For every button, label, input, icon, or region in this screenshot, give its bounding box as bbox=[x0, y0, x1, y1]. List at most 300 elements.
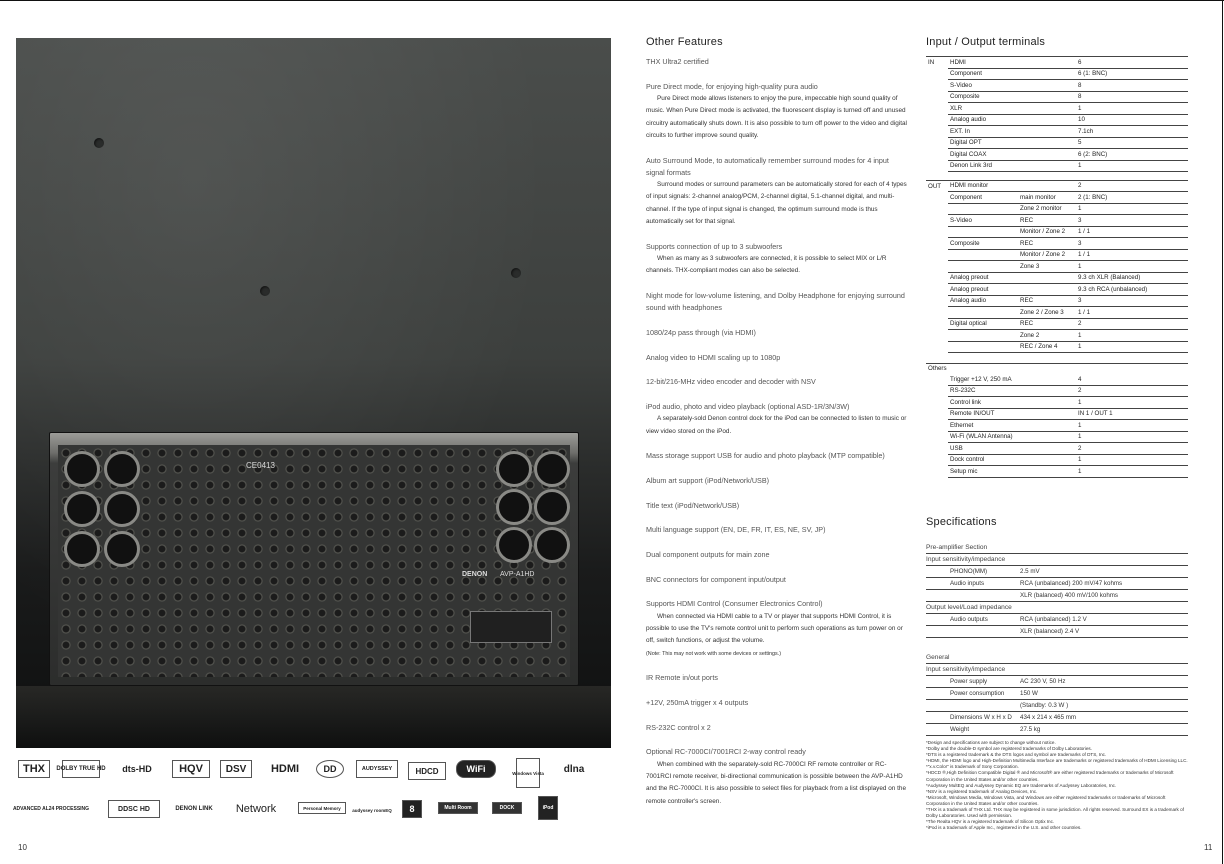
io-count: 1 / 1 bbox=[1076, 307, 1188, 319]
spec-row bbox=[926, 700, 1188, 712]
io-row bbox=[926, 330, 1188, 342]
feature-note: (Note: This may not work with some devices or settings.) bbox=[646, 650, 782, 657]
feature-item bbox=[646, 697, 908, 709]
brand-label: DENON bbox=[462, 571, 488, 578]
spec-indent bbox=[926, 626, 950, 637]
feature-item bbox=[646, 722, 908, 734]
feature-item bbox=[646, 450, 908, 462]
personal-memory-logo: Personal Memory bbox=[298, 802, 346, 814]
spec-indent bbox=[926, 688, 950, 699]
spec-value: RCA (unbalanced) 200 mV/47 kohms bbox=[1020, 580, 1123, 587]
io-group-label: IN bbox=[926, 57, 948, 69]
io-group-label bbox=[926, 215, 948, 227]
network-logo: Network bbox=[235, 803, 277, 815]
io-sub: Monitor / Zone 2 bbox=[1018, 249, 1076, 261]
io-row bbox=[926, 420, 1188, 432]
io-group-label bbox=[926, 149, 948, 161]
io-row bbox=[926, 341, 1188, 353]
io-group-label bbox=[926, 238, 948, 250]
spec-indent bbox=[926, 578, 950, 589]
feature-item bbox=[646, 56, 908, 68]
product-photo bbox=[16, 38, 611, 748]
feature-item bbox=[646, 376, 908, 388]
spec-row bbox=[926, 590, 1188, 602]
io-terminal bbox=[948, 203, 1018, 215]
io-group-label bbox=[926, 420, 948, 432]
feature-title: Multi language support (EN, DE, FR, IT, ES, NE, SV, JP) bbox=[646, 525, 826, 535]
surface-reflection bbox=[16, 686, 611, 748]
io-row bbox=[926, 91, 1188, 103]
feature-body: When connected via HDMI cable to a TV or player that supports HDMI Control, it is possible to use the TV's remote control unit to perform such operations as turn power on or off, switch functions, or adjust the volume. bbox=[646, 612, 903, 645]
footnote-line: *THX is a trademark of THX Ltd. THX may be registered in some jurisdiction. All rights reserved. Surround EX is a trademark of Dolby Laboratories. Used with permission. bbox=[926, 807, 1184, 819]
xlr-connector bbox=[64, 451, 100, 487]
feature-title: IR Remote in/out ports bbox=[646, 673, 718, 683]
io-row bbox=[926, 226, 1188, 238]
io-terminal bbox=[948, 341, 1018, 353]
io-terminal: S-Video bbox=[948, 215, 1018, 227]
io-sub bbox=[1018, 272, 1076, 284]
io-count: 1 bbox=[1076, 103, 1188, 115]
io-terminal: Dock control bbox=[948, 454, 1076, 466]
feature-title: Title text (iPod/Network/USB) bbox=[646, 500, 740, 510]
io-row bbox=[926, 261, 1188, 273]
io-sub bbox=[1018, 80, 1076, 92]
io-sub bbox=[1018, 160, 1076, 172]
spec-label bbox=[950, 626, 1020, 637]
io-row bbox=[926, 454, 1188, 466]
io-group-label bbox=[926, 330, 948, 342]
ddsc-hd-logo: DDSC HD bbox=[108, 800, 160, 818]
io-row bbox=[926, 57, 1188, 69]
feature-title: Auto Surround Mode, to automatically remember surround modes for 4 input signal formats bbox=[646, 155, 889, 177]
io-terminal: Analog audio bbox=[948, 295, 1018, 307]
xlr-connector bbox=[496, 451, 532, 487]
io-terminal: Control link bbox=[948, 397, 1076, 409]
spec-row bbox=[926, 626, 1188, 638]
io-sub: Monitor / Zone 2 bbox=[1018, 226, 1076, 238]
io-count: 1 / 1 bbox=[1076, 249, 1188, 261]
io-row bbox=[926, 397, 1188, 409]
spec-label: Audio inputs bbox=[950, 580, 985, 587]
spec-value: XLR (balanced) 2.4 V bbox=[1020, 628, 1080, 635]
ce-mark: CE0413 bbox=[246, 461, 275, 470]
io-sub: REC bbox=[1018, 238, 1076, 250]
io-row bbox=[926, 363, 1188, 374]
xlr-connector bbox=[64, 531, 100, 567]
io-terminal: Composite bbox=[948, 238, 1018, 250]
io-count: 1 bbox=[1076, 203, 1188, 215]
io-terminal: EXT. In bbox=[948, 126, 1018, 138]
io-count: 1 bbox=[1076, 466, 1188, 478]
io-count: 1 bbox=[1076, 261, 1188, 273]
io-group-label bbox=[926, 203, 948, 215]
io-count: 8 bbox=[1076, 80, 1188, 92]
spec-label bbox=[950, 700, 1020, 711]
footnote-line: *HDMI, the HDMI logo and High-Definition Multimedia Interface are trademarks or registered trademarks of HDMI Licensing LLC. bbox=[926, 758, 1188, 764]
io-count: 6 bbox=[1076, 57, 1188, 69]
spec-heading: Input sensitivity/impedance bbox=[926, 554, 1188, 566]
io-count: 1 bbox=[1076, 397, 1188, 409]
feature-item bbox=[646, 574, 908, 586]
io-terminal bbox=[948, 307, 1018, 319]
io-group-label bbox=[926, 160, 948, 172]
io-terminal: Digital OPT bbox=[948, 137, 1018, 149]
nsv-logo: DSV bbox=[220, 760, 252, 778]
io-group-label bbox=[926, 103, 948, 115]
io-sub: REC bbox=[1018, 318, 1076, 330]
xlr-connector bbox=[534, 451, 570, 487]
spec-indent bbox=[926, 590, 950, 601]
feature-item bbox=[646, 598, 908, 659]
io-terminal: S-Video bbox=[948, 80, 1018, 92]
multi-room-logo: Multi Room bbox=[438, 802, 478, 814]
spec-value: RCA (unbalanced) 1.2 V bbox=[1020, 616, 1087, 623]
feature-title: Pure Direct mode, for enjoying high-quality pura audio bbox=[646, 81, 818, 91]
certification-logos bbox=[12, 758, 611, 824]
wall-tie-hole bbox=[94, 138, 104, 148]
io-group-label bbox=[926, 114, 948, 126]
io-table bbox=[926, 56, 1188, 478]
io-count: 1 bbox=[1076, 420, 1188, 432]
spec-label: Power consumption bbox=[950, 690, 1005, 697]
io-group-label bbox=[926, 443, 948, 455]
io-group-label bbox=[926, 341, 948, 353]
io-group-label bbox=[926, 261, 948, 273]
spec-row bbox=[926, 614, 1188, 626]
feature-title: 12-bit/216-MHz video encoder and decoder with NSV bbox=[646, 377, 816, 387]
io-terminal: Trigger +12 V, 250 mA bbox=[948, 374, 1076, 385]
io-terminal bbox=[948, 249, 1018, 261]
hdmi-logo: HDMI bbox=[270, 763, 300, 775]
io-row bbox=[926, 192, 1188, 204]
io-sub bbox=[1018, 149, 1076, 161]
spec-label: Dimensions W x H x D bbox=[950, 714, 1012, 721]
io-count: 3 bbox=[1076, 215, 1188, 227]
section-title: Input / Output terminals bbox=[926, 36, 1046, 48]
spec-label bbox=[950, 590, 1020, 601]
footnote-line: *Microsoft, Windows Media, Windows Vista, and Windows are either registered trademarks or trademarks of Microsoft Corporation in the United States and/or other countries. bbox=[926, 794, 1166, 806]
io-group-label bbox=[926, 385, 948, 397]
feature-item bbox=[646, 155, 908, 229]
io-row bbox=[926, 160, 1188, 172]
io-count: 2 bbox=[1076, 443, 1188, 455]
model-label: AVP-A1HD bbox=[500, 571, 535, 578]
spec-heading: Output level/Load impedance bbox=[926, 602, 1188, 614]
io-row bbox=[926, 431, 1188, 443]
io-count: 1 bbox=[1076, 431, 1188, 443]
xlr-connector bbox=[64, 491, 100, 527]
feature-item bbox=[646, 475, 908, 487]
io-count: 1 bbox=[1076, 330, 1188, 342]
dock-logo: DOCK bbox=[492, 802, 522, 814]
feature-body: A separately-sold Denon control dock for the iPod can be connected to listen to music or view video stored on the iPod. bbox=[646, 415, 907, 435]
io-count: 9.3 ch RCA (unbalanced) bbox=[1076, 284, 1188, 296]
feature-title: Album art support (iPod/Network/USB) bbox=[646, 476, 770, 486]
io-sub bbox=[1018, 126, 1076, 138]
io-count: IN 1 / OUT 1 bbox=[1076, 408, 1188, 420]
io-terminal: Analog preout bbox=[948, 272, 1018, 284]
io-row bbox=[926, 466, 1188, 478]
feature-title: +12V, 250mA trigger x 4 outputs bbox=[646, 698, 749, 708]
spec-indent bbox=[926, 724, 950, 735]
feature-title: Supports connection of up to 3 subwoofers bbox=[646, 241, 783, 251]
feature-item bbox=[646, 81, 908, 142]
section-title: Other Features bbox=[646, 36, 723, 48]
spec-value: AC 230 V, 50 Hz bbox=[1020, 678, 1066, 685]
feature-title: BNC connectors for component input/output bbox=[646, 574, 786, 584]
io-terminal: Denon Link 3rd bbox=[948, 160, 1018, 172]
feature-body: Surround modes or surround parameters can be automatically stored for each of 4 types of input signals: 2-channel analog/PCM, 2-channel digital, 5.1-channel digital, and multi-channel. If the type of input signal is changed, the optimum surround mode is thus automatically set for that signal. bbox=[646, 181, 907, 226]
io-terminal: Component bbox=[948, 192, 1018, 204]
io-row bbox=[926, 215, 1188, 227]
io-group-label bbox=[926, 126, 948, 138]
io-sub: REC / Zone 4 bbox=[1018, 341, 1076, 353]
feature-item bbox=[646, 290, 908, 315]
xlr-connector bbox=[496, 489, 532, 525]
io-row bbox=[926, 103, 1188, 115]
spec-value: XLR (balanced) 400 mV/100 kohms bbox=[1020, 592, 1119, 599]
xlr-connector bbox=[104, 531, 140, 567]
xlr-connector bbox=[104, 491, 140, 527]
spacer-cell bbox=[926, 353, 948, 364]
io-terminal: Analog preout bbox=[948, 284, 1018, 296]
io-count: 7.1ch bbox=[1076, 126, 1188, 138]
io-group-label bbox=[926, 80, 948, 92]
io-group-label bbox=[926, 408, 948, 420]
footnote-line: *HDCD ®,High Definition Compatible Digital ® and Microsoft® are either registered trademarks or trademarks of Microsoft Corporation in the United States and/or other countries. bbox=[926, 770, 1174, 782]
io-terminal: Wi-Fi (WLAN Antenna) bbox=[948, 431, 1076, 443]
other-features-section bbox=[646, 36, 908, 820]
io-row bbox=[926, 408, 1188, 420]
io-group-label: OUT bbox=[926, 180, 948, 192]
io-count: 4 bbox=[1076, 374, 1188, 385]
feature-item bbox=[646, 549, 908, 561]
feature-item bbox=[646, 524, 908, 536]
io-count: 5 bbox=[1076, 137, 1188, 149]
footnote-line: *The Realta HQV is a registered trademark of Silicon Optix Inc. bbox=[926, 819, 1055, 825]
io-count: 1 bbox=[1076, 341, 1188, 353]
spec-row bbox=[926, 712, 1188, 724]
spec-heading: Pre-amplifier Section bbox=[926, 542, 1188, 554]
io-count: 6 (1: BNC) bbox=[1076, 68, 1188, 80]
io-sub: Zone 2 bbox=[1018, 330, 1076, 342]
io-sub bbox=[1018, 114, 1076, 126]
io-row bbox=[926, 114, 1188, 126]
io-count: 3 bbox=[1076, 238, 1188, 250]
io-terminal: RS-232C bbox=[948, 385, 1076, 397]
footnote-line: *iPod is a trademark of Apple Inc., registered in the U.S. and other countries. bbox=[926, 825, 1082, 831]
io-sub bbox=[1018, 137, 1076, 149]
io-group-label bbox=[926, 91, 948, 103]
top-border bbox=[0, 0, 1224, 1]
dlna-logo: dlna bbox=[563, 763, 585, 775]
io-group-label bbox=[926, 454, 948, 466]
io-group-label bbox=[926, 431, 948, 443]
io-count: 1 bbox=[1076, 454, 1188, 466]
feature-title: Analog video to HDMI scaling up to 1080p bbox=[646, 352, 781, 362]
spec-indent bbox=[926, 700, 950, 711]
io-row bbox=[926, 318, 1188, 330]
io-sub bbox=[1018, 180, 1076, 192]
io-row bbox=[926, 137, 1188, 149]
io-terminal bbox=[948, 226, 1018, 238]
footnote-line: *"x.v.Color" is trademark of Sony Corporation. bbox=[926, 764, 1019, 770]
io-group-label bbox=[926, 68, 948, 80]
spec-value: 2.5 mV bbox=[1020, 568, 1040, 575]
spec-value: (Standby: 0.3 W ) bbox=[1020, 702, 1069, 709]
feature-body: Pure Direct mode allows listeners to enjoy the pure, impeccable high sound quality of music. When Pure Direct mode is activated, the fluorescent display is turned off and unused circuitry automatically shuts down. It is also possible to turn off power to the video and digital circuits to further improve sound quality. bbox=[646, 94, 907, 139]
feature-title: Supports HDMI Control (Consumer Electronics Control) bbox=[646, 599, 823, 609]
io-count: 2 bbox=[1076, 385, 1188, 397]
io-group-label bbox=[926, 249, 948, 261]
footnote-line: *Audyssey MultEQ and Audyssey Dynamic EQ are trademarks of Audyssey Laboratories, Inc. bbox=[926, 782, 1117, 788]
io-terminal bbox=[948, 330, 1018, 342]
section-title: Specifications bbox=[926, 516, 997, 528]
io-row bbox=[926, 385, 1188, 397]
spec-label: PHONO(MM) bbox=[950, 568, 988, 575]
feature-item bbox=[646, 352, 908, 364]
spec-indent bbox=[926, 676, 950, 687]
io-group-label bbox=[926, 397, 948, 409]
spec-indent bbox=[926, 712, 950, 723]
spec-row bbox=[926, 688, 1188, 700]
windows-vista-logo: Windows Vista bbox=[516, 758, 540, 788]
io-count: 9.3 ch XLR (Balanced) bbox=[1076, 272, 1188, 284]
io-row bbox=[926, 126, 1188, 138]
hdcd-logo: HDCD bbox=[408, 762, 446, 780]
spec-value: 27.5 kg bbox=[1020, 726, 1041, 733]
io-row bbox=[926, 149, 1188, 161]
wall-tie-hole bbox=[511, 268, 521, 278]
audyssey-logo: AUDYSSEY bbox=[356, 760, 398, 778]
footnote-line: *Dolby and the double-D symbol are registered trademarks of Dolby Laboratories. bbox=[926, 746, 1092, 752]
io-count: 2 bbox=[1076, 318, 1188, 330]
thx-logo: THX bbox=[18, 760, 50, 778]
spec-row bbox=[926, 566, 1188, 578]
io-terminal: Setup mic bbox=[948, 466, 1076, 478]
io-row bbox=[926, 284, 1188, 296]
spec-value: 150 W bbox=[1020, 690, 1038, 697]
feature-item bbox=[646, 746, 908, 807]
io-spacer bbox=[926, 353, 1188, 364]
feature-title: Dual component outputs for main zone bbox=[646, 550, 770, 560]
spec-value: 434 x 214 x 465 mm bbox=[1020, 714, 1077, 721]
spec-indent bbox=[926, 566, 950, 577]
feature-title: Night mode for low-volume listening, and Dolby Headphone for enjoying surround sound with headphones bbox=[646, 291, 905, 313]
feature-title: Mass storage support USB for audio and photo playback (MTP compatible) bbox=[646, 451, 885, 461]
feature-title: iPod audio, photo and video playback (optional ASD-1R/3N/3W) bbox=[646, 402, 850, 412]
spec-table bbox=[926, 542, 1188, 736]
io-row bbox=[926, 272, 1188, 284]
io-count: 1 / 1 bbox=[1076, 226, 1188, 238]
io-row bbox=[926, 238, 1188, 250]
io-terminal: Digital optical bbox=[948, 318, 1018, 330]
io-count: 2 bbox=[1076, 180, 1188, 192]
feature-item bbox=[646, 672, 908, 684]
spacer-cell bbox=[926, 172, 948, 181]
io-group-label bbox=[926, 284, 948, 296]
io-terminal: Component bbox=[948, 68, 1018, 80]
io-row bbox=[926, 307, 1188, 319]
io-sub bbox=[1018, 57, 1076, 69]
io-count: 10 bbox=[1076, 114, 1188, 126]
feature-body: When combined with the separately-sold RC-7000CI RF remote controller or RC-7001RCI remote receiver, bi-directional communication is possible between the AVP-A1HD and the RC-7000CI. It is also possible to select files for playback from a list displayed on the remote controller's screen. bbox=[646, 760, 907, 805]
feature-title: RS-232C control x 2 bbox=[646, 722, 711, 732]
feature-title: 1080/24p pass through (via HDMI) bbox=[646, 328, 756, 337]
denon-link-logo: DENON LINK bbox=[175, 806, 213, 812]
io-count: 2 (1: BNC) bbox=[1076, 192, 1188, 204]
hqv-logo: HQV bbox=[172, 760, 210, 778]
feature-list bbox=[646, 56, 908, 808]
specifications-section bbox=[926, 516, 1188, 736]
page-number-left: 10 bbox=[18, 843, 27, 852]
io-terminal: Digital COAX bbox=[948, 149, 1018, 161]
spec-label: Power supply bbox=[950, 678, 988, 685]
io-terminal: XLR bbox=[948, 103, 1018, 115]
io-terminal: HDMI monitor bbox=[948, 180, 1018, 192]
io-group-label bbox=[926, 466, 948, 478]
io-row bbox=[926, 443, 1188, 455]
io-terminal bbox=[948, 261, 1018, 273]
io-count: 3 bbox=[1076, 295, 1188, 307]
spec-heading: General bbox=[926, 652, 1188, 664]
feature-title: Optional RC-7000CI/7001RCI 2-way control ready bbox=[646, 747, 806, 757]
xlr-connector bbox=[496, 527, 532, 563]
feature-title: THX Ultra2 certified bbox=[646, 57, 709, 66]
io-terminal: HDMI bbox=[948, 57, 1018, 69]
io-row bbox=[926, 203, 1188, 215]
receiver-rear-panel bbox=[49, 432, 579, 686]
io-row bbox=[926, 80, 1188, 92]
io-row bbox=[926, 374, 1188, 385]
io-sub: REC bbox=[1018, 295, 1076, 307]
io-sub: REC bbox=[1018, 215, 1076, 227]
io-sub: Zone 2 monitor bbox=[1018, 203, 1076, 215]
xlr-connector bbox=[534, 489, 570, 525]
io-sub bbox=[1018, 91, 1076, 103]
io-terminal: Remote IN/OUT bbox=[948, 408, 1076, 420]
io-terminal: USB bbox=[948, 443, 1076, 455]
io-terminal: Analog audio bbox=[948, 114, 1018, 126]
right-border bbox=[1222, 0, 1223, 864]
wifi-logo: WiFi bbox=[456, 760, 496, 778]
footnotes bbox=[926, 740, 1188, 831]
spec-row bbox=[926, 724, 1188, 736]
feature-item bbox=[646, 401, 908, 438]
dts-hd-logo: dts-HD bbox=[122, 764, 152, 774]
io-group-label bbox=[926, 137, 948, 149]
xlr-connector bbox=[534, 527, 570, 563]
io-sub: main monitor bbox=[1018, 192, 1076, 204]
8-input-logo: 8 bbox=[402, 800, 422, 818]
io-row bbox=[926, 295, 1188, 307]
io-terminal: Ethernet bbox=[948, 420, 1076, 432]
io-group-label bbox=[926, 318, 948, 330]
io-terminal: Composite bbox=[948, 91, 1018, 103]
spec-row bbox=[926, 578, 1188, 590]
spec-indent bbox=[926, 614, 950, 625]
io-count: 6 (2: BNC) bbox=[1076, 149, 1188, 161]
io-sub bbox=[1018, 284, 1076, 296]
io-terminals-section bbox=[926, 36, 1188, 478]
io-count: 1 bbox=[1076, 160, 1188, 172]
io-group-label bbox=[926, 226, 948, 238]
io-group-label: Others bbox=[926, 363, 1188, 374]
io-count: 8 bbox=[1076, 91, 1188, 103]
feature-item bbox=[646, 500, 908, 512]
io-row bbox=[926, 249, 1188, 261]
io-row bbox=[926, 180, 1188, 192]
